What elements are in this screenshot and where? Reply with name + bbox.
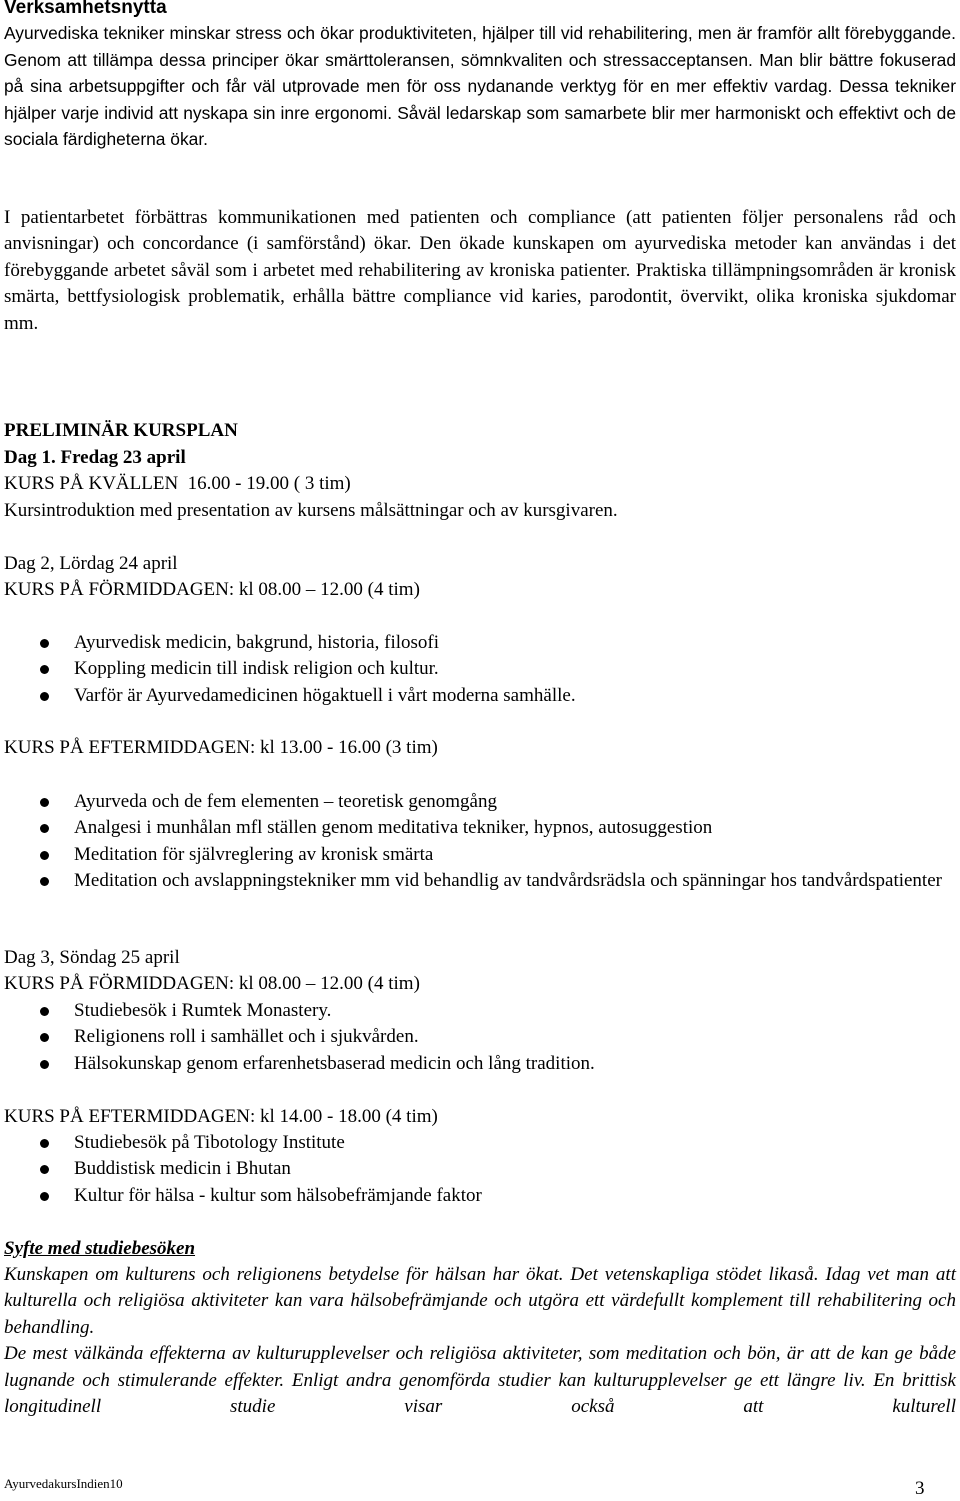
day3-afternoon-list [40,1130,956,1209]
syfte-text [4,1262,956,1420]
list-item: Varför är Ayurvedamedicinen högaktuell i vårt moderna samhälle. [40,683,956,709]
day3-afternoon-session: KURS PÅ EFTERMIDDAGEN: kl 14.00 - 18.00 (4 tim) [4,1106,438,1127]
list-item: Ayurveda och de fem elementen – teoretisk genomgång [40,789,956,815]
syfte-heading: Syfte med studiebesöken [4,1238,196,1259]
list-item: Studiebesök på Tibotology Institute [40,1130,956,1156]
footer-document-name: AyurvedakursIndien10 [4,1476,123,1491]
list-item: Ayurvedisk medicin, bakgrund, historia, filosofi [40,630,956,656]
section-heading-verksamhetsnytta: Verksamhetsnytta [4,0,167,18]
bullet-icon [40,877,49,886]
verksamhetsnytta-paragraph: Ayurvediska tekniker minskar stress och ökar produktiviteten, hjälper till vid rehabilitering, men är framför allt förebyggande. Genom att tillämpa dessa principer ökar smärttoleransen, sömnkvaliten och stressacceptansen. Man blir bättre fokuserad på sina arbetsuppgifter och får väl utprovade men för oss nydanande verktyg för en mer effektiv vardag. Dessa tekniker hjälper varje individ att nyskapa sin inre ergonomi. Såväl ledarskap som samarbete blir mer harmoniskt och effektivt och de sociala färdigheterna ökar. [4,23,956,150]
bullet-icon [40,1033,49,1042]
day2-morning-session: KURS PÅ FÖRMIDDAGEN: kl 08.00 – 12.00 (4 tim) [4,579,420,600]
bullet-icon [40,692,49,701]
bullet-icon [40,1060,49,1069]
bullet-icon [40,851,49,860]
list-item: Hälsokunskap genom erfarenhetsbaserad medicin och lång tradition. [40,1051,956,1077]
day2-title: Dag 2, Lördag 24 april [4,553,178,574]
syfte-paragraph-1: Kunskapen om kulturens och religionens betydelse för hälsan har ökat. Det vetenskapliga stödet likaså. Idag vet man att kulturella och religiösa aktiviteter kan vara hälsobefrämjande och utgöra ett värdefullt komplement till rehabilitering och behandling. [4,1264,956,1338]
bullet-icon [40,1139,49,1148]
bullet-icon [40,1192,49,1201]
list-item: Studiebesök i Rumtek Monastery. [40,998,956,1024]
day3-title: Dag 3, Söndag 25 april [4,947,180,968]
day2-afternoon-list [40,789,956,895]
list-item: Meditation och avslappningstekniker mm vid behandlig av tandvårdsrädsla och spänningar hos tandvårdspatienter [40,868,956,894]
day3-morning-session: KURS PÅ FÖRMIDDAGEN: kl 08.00 – 12.00 (4 tim) [4,973,420,994]
footer-page-number: 3 [915,1478,925,1499]
list-item: Kultur för hälsa - kultur som hälsobefrämjande faktor [40,1183,956,1209]
bullet-icon [40,824,49,833]
bullet-icon [40,1007,49,1016]
list-item: Religionens roll i samhället och i sjukvården. [40,1024,956,1050]
bullet-icon [40,665,49,674]
syfte-paragraph-2: De mest välkända effekterna av kulturupplevelser och religiösa aktiviteter, som meditation och bön, är att de kan ge både lugnande och stimulerande effekter. Enligt andra genomförda studier kan kulturupplevelser ge ett längre liv. En brittisk longitudinell studie visar också att kulturell [4,1343,956,1418]
list-item: Analgesi i munhålan mfl ställen genom meditativa tekniker, hypnos, autosuggestion [40,815,956,841]
kursplan-title: PRELIMINÄR KURSPLAN [4,420,238,441]
list-item: Koppling medicin till indisk religion och kultur. [40,656,956,682]
day3-morning-list [40,998,956,1077]
bullet-icon [40,639,49,648]
patientarbete-paragraph: I patientarbetet förbättras kommunikationen med patienten och compliance (att patienten följer personalens råd och anvisningar) och concordance (i samförstånd) ökar. Den ökade kunskapen om ayurvediska metoder kan användas i det förebyggande arbetet såväl som i arbetet med rehabilitering av kroniska patienter. Praktiska tillämpningsområden är kronisk smärta, bettfysiologisk problematik, erhålla bättre compliance vid karies, parodontit, övervikt, olika kroniska sjukdomar mm. [4,207,956,334]
list-item: Buddistisk medicin i Bhutan [40,1156,956,1182]
day1-description: Kursintroduktion med presentation av kursens målsättningar och av kursgivaren. [4,500,618,521]
day2-afternoon-session: KURS PÅ EFTERMIDDAGEN: kl 13.00 - 16.00 (3 tim) [4,737,438,758]
day2-morning-list [40,630,956,709]
day1-title: Dag 1. Fredag 23 april [4,447,186,468]
day1-session: KURS PÅ KVÄLLEN 16.00 - 19.00 ( 3 tim) [4,473,351,494]
bullet-icon [40,1165,49,1174]
bullet-icon [40,798,49,807]
list-item: Meditation för självreglering av kronisk smärta [40,842,956,868]
